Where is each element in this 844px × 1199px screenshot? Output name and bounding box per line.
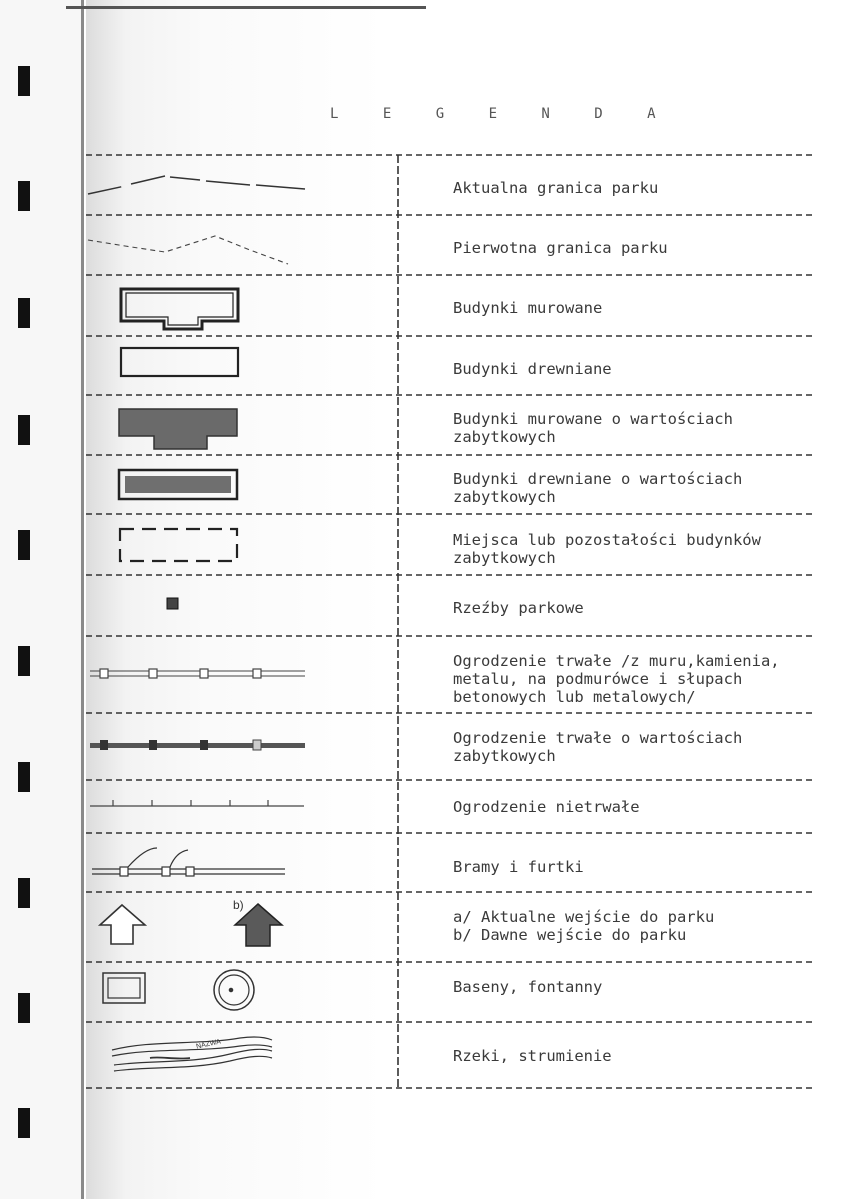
- entrances-symbol: [100, 904, 282, 946]
- legend-label-historic-masonry: Budynki murowane o wartościach zabytkowych: [453, 410, 733, 446]
- legend-label-masonry-buildings: Budynki murowane: [453, 299, 603, 317]
- legend-label-historic-wooden: Budynki drewniane o wartościach zabytkowych: [453, 470, 743, 506]
- current-boundary-symbol: [88, 176, 305, 194]
- legend-label-rivers: Rzeki, strumienie: [453, 1047, 612, 1065]
- legend-label-current-boundary: Aktualna granica parku: [453, 179, 659, 197]
- building-remains-symbol: [120, 529, 237, 561]
- historic-wooden-symbol: [119, 470, 237, 499]
- temporary-fence-symbol: [90, 800, 304, 806]
- legend-label-original-boundary: Pierwotna granica parku: [453, 239, 668, 257]
- permanent-fence-symbol: [90, 669, 305, 678]
- masonry-building-symbol: [121, 289, 238, 329]
- rivers-symbol: [112, 1037, 272, 1071]
- pools-fountains-symbol: [103, 970, 254, 1010]
- gates-symbol: [92, 848, 285, 876]
- historic-masonry-symbol: [119, 409, 237, 449]
- legend-label-building-remains: Miejsca lub pozostałości budynków zabytkowych: [453, 531, 761, 567]
- legend-title: L E G E N D A: [330, 106, 674, 122]
- sculpture-symbol: [167, 598, 178, 609]
- original-boundary-symbol: [88, 236, 288, 264]
- wooden-building-symbol: [121, 348, 238, 376]
- legend-label-permanent-fence: Ogrodzenie trwałe /z muru,kamienia, metalu, na podmurówce i słupach betonowych lub metalowych/: [453, 652, 780, 706]
- legend-label-gates: Bramy i furtki: [453, 858, 584, 876]
- river-name-text: NAZWA: [195, 1038, 222, 1051]
- legend-label-temporary-fence: Ogrodzenie nietrwałe: [453, 798, 640, 816]
- legend-label-entrances: a/ Aktualne wejście do parku b/ Dawne wejście do parku: [453, 908, 715, 944]
- entrance-b-marker: b): [233, 898, 244, 912]
- historic-fence-symbol: [90, 740, 305, 750]
- legend-label-sculptures: Rzeźby parkowe: [453, 599, 584, 617]
- legend-label-wooden-buildings: Budynki drewniane: [453, 360, 612, 378]
- legend-label-pools: Baseny, fontanny: [453, 978, 603, 996]
- legend-label-historic-fence: Ogrodzenie trwałe o wartościach zabytkowych: [453, 729, 743, 765]
